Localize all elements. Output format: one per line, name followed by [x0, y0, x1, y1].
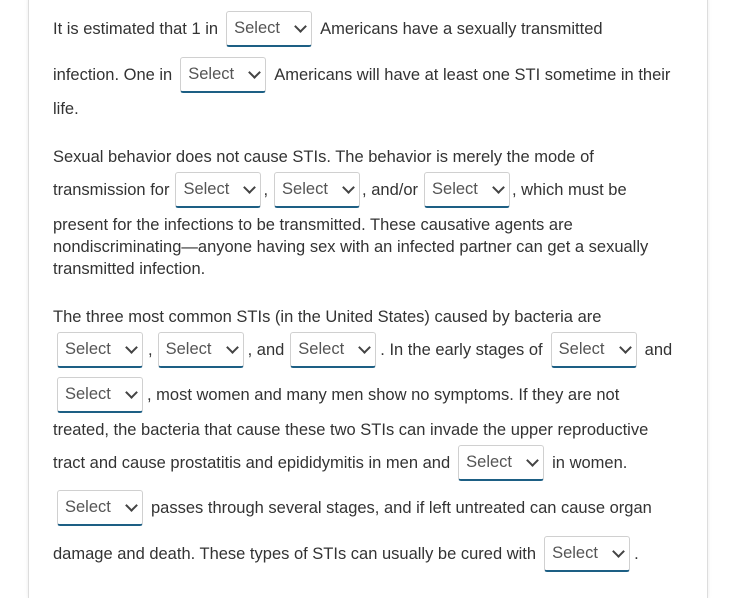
sentence-fragment: life. — [53, 100, 79, 118]
chevron-down-icon — [342, 181, 355, 194]
sentence-fragment: tract and cause prostatitis and epididymitis in men and — [53, 453, 451, 472]
text-line — [53, 490, 652, 526]
chevron-down-icon — [125, 386, 138, 399]
select-dropdown-prevalence-2[interactable] — [180, 57, 266, 93]
chevron-down-icon — [492, 181, 505, 194]
sentence-fragment: Sexual behavior does not cause STIs. The behavior is merely the mode of — [53, 148, 594, 166]
sentence-fragment: and — [644, 340, 673, 359]
select-dropdown-prevalence-1[interactable] — [226, 11, 312, 47]
sentence-fragment: The three most common STIs (in the United States) caused by bacteria are — [53, 308, 602, 326]
sentence-fragment: nondiscriminating—anyone having sex with an infected partner can get a sexually — [53, 238, 649, 256]
text-line — [53, 536, 639, 572]
sentence-fragment: present for the infections to be transmitted. These causative agents are — [53, 216, 573, 234]
chevron-down-icon — [125, 499, 138, 512]
chevron-down-icon — [294, 20, 307, 33]
sentence-fragment: treated, the bacteria that cause these two STIs can invade the upper reproductive — [53, 421, 649, 439]
select-dropdown-bacteria-2[interactable] — [158, 332, 244, 368]
select-dropdown-bacteria-3[interactable] — [290, 332, 376, 368]
sentence-fragment: , and/or — [362, 180, 419, 199]
sentence-fragment: infection. One in — [53, 65, 173, 84]
select-label: Select — [234, 19, 280, 37]
select-label: Select — [65, 340, 111, 358]
sentence-fragment: in women. — [552, 453, 628, 472]
select-dropdown-early-stage-2[interactable] — [57, 377, 143, 413]
select-label: Select — [298, 340, 345, 358]
select-dropdown-agent-3[interactable] — [424, 172, 510, 208]
select-label: Select — [552, 544, 598, 562]
sentence-fragment: Americans will have at least one STI sometime in their — [274, 65, 671, 84]
sentence-fragment: . In the early stages of — [380, 340, 543, 359]
select-label: Select — [466, 453, 512, 471]
select-dropdown-agent-2[interactable] — [274, 172, 360, 208]
select-label: Select — [65, 385, 111, 403]
text-line — [53, 172, 627, 208]
chevron-down-icon — [619, 341, 632, 354]
text-line — [53, 445, 627, 481]
select-dropdown-cure[interactable] — [544, 536, 630, 572]
sentence-fragment: , — [263, 180, 269, 199]
sentence-fragment: It is estimated that 1 in — [53, 19, 219, 38]
text-line — [53, 332, 672, 368]
select-label: Select — [432, 180, 478, 198]
chevron-down-icon — [248, 66, 261, 79]
select-label: Select — [65, 498, 111, 516]
text-line — [53, 377, 619, 413]
sentence-fragment: , and — [247, 340, 285, 359]
sentence-fragment: , which must be — [512, 180, 627, 199]
select-dropdown-early-stage-1[interactable] — [551, 332, 637, 368]
text-line — [53, 57, 670, 93]
select-label: Select — [165, 340, 212, 358]
text-line — [53, 11, 603, 47]
chevron-down-icon — [526, 454, 539, 467]
sentence-fragment: , — [148, 340, 153, 359]
select-label: Select — [188, 65, 235, 83]
chevron-down-icon — [612, 545, 625, 558]
chevron-down-icon — [358, 341, 371, 354]
sentence-fragment: Americans have a sexually transmitted — [320, 19, 603, 38]
select-dropdown-staged-sti[interactable] — [57, 490, 143, 526]
sentence-fragment: . — [634, 544, 639, 563]
sentence-fragment: damage and death. These types of STIs can usually be cured with — [53, 544, 537, 563]
select-dropdown-agent-1[interactable] — [175, 172, 261, 208]
sentence-fragment: transmitted infection. — [53, 260, 206, 278]
sentence-fragment: passes through several stages, and if left untreated can cause organ — [151, 498, 652, 517]
sentence-fragment: transmission for — [53, 180, 170, 199]
sentence-fragment: , most women and many men show no symptoms. If they are not — [147, 385, 620, 404]
select-label: Select — [183, 180, 230, 198]
chevron-down-icon — [226, 341, 239, 354]
chevron-down-icon — [244, 181, 257, 194]
select-dropdown-bacteria-1[interactable] — [57, 332, 143, 368]
select-label: Select — [282, 180, 328, 198]
select-dropdown-women-complication[interactable] — [458, 445, 544, 481]
select-label: Select — [558, 340, 605, 358]
chevron-down-icon — [125, 341, 138, 354]
